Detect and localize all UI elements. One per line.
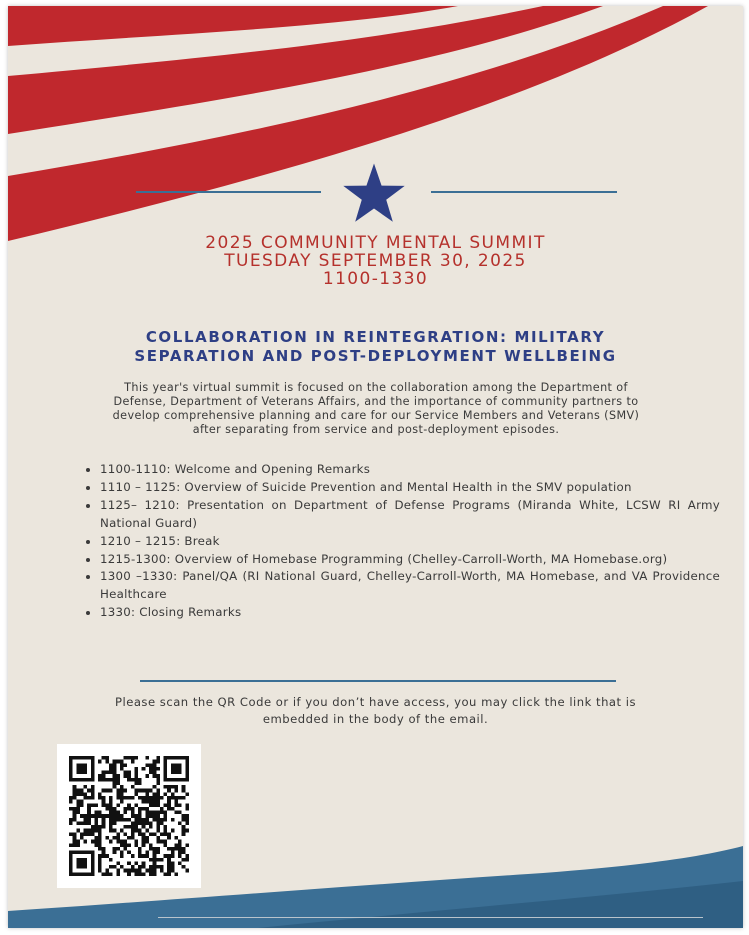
- qr-code-pattern: [69, 756, 189, 876]
- header-rule-left: [136, 191, 321, 193]
- agenda-item: • 1215-1300: Overview of Homebase Programming (Chelley-Carroll-Worth, MA Homebase.org): [100, 551, 720, 569]
- event-time: 1100-1330: [322, 269, 429, 289]
- bottom-rule: [158, 917, 703, 918]
- agenda-item: • 1125– 1210: Presentation on Department of Defense Programs (Miranda White, LCSW RI Army National Guard): [100, 497, 720, 533]
- flyer-page: [8, 6, 743, 928]
- theme-title-line2: SEPARATION AND POST-DEPLOYMENT WELLBEING: [134, 347, 617, 365]
- intro-line-4: after separating from service and post-deployment episodes.: [192, 423, 560, 436]
- qr-code[interactable]: [57, 744, 201, 888]
- header-rule-right: [431, 191, 617, 193]
- star-icon: [342, 162, 406, 224]
- theme-title-line1: COLLABORATION IN REINTEGRATION: MILITARY: [145, 328, 606, 346]
- access-note-line1: Please scan the QR Code or if you don’t have access, you may click the link that is: [114, 695, 637, 709]
- agenda-item: • 1330: Closing Remarks: [100, 604, 720, 622]
- intro-line-2: Defense, Department of Veterans Affairs, and the importance of community partners to: [113, 395, 639, 408]
- access-note-line2: embedded in the body of the email.: [262, 711, 489, 726]
- agenda-list: [78, 461, 720, 622]
- agenda-item: • 1100-1110: Welcome and Opening Remarks: [100, 461, 720, 479]
- section-divider: [140, 680, 616, 682]
- agenda-item: • 1300 –1330: Panel/QA (RI National Guard, Chelley-Carroll-Worth, MA Homebase, and VA Providence Healthcare: [100, 568, 720, 604]
- agenda-item: • 1210 – 1215: Break: [100, 533, 720, 551]
- intro-line-3: develop comprehensive planning and care for our Service Members and Veterans (SMV): [112, 409, 640, 422]
- agenda-item: • 1110 – 1125: Overview of Suicide Prevention and Mental Health in the SMV population: [100, 479, 720, 497]
- event-date: TUESDAY SEPTEMBER 30, 2025: [224, 251, 527, 271]
- event-title: 2025 COMMUNITY MENTAL SUMMIT: [205, 233, 546, 253]
- intro-line-1: This year's virtual summit is focused on the collaboration among the Department of: [124, 381, 628, 394]
- access-note: [53, 694, 698, 727]
